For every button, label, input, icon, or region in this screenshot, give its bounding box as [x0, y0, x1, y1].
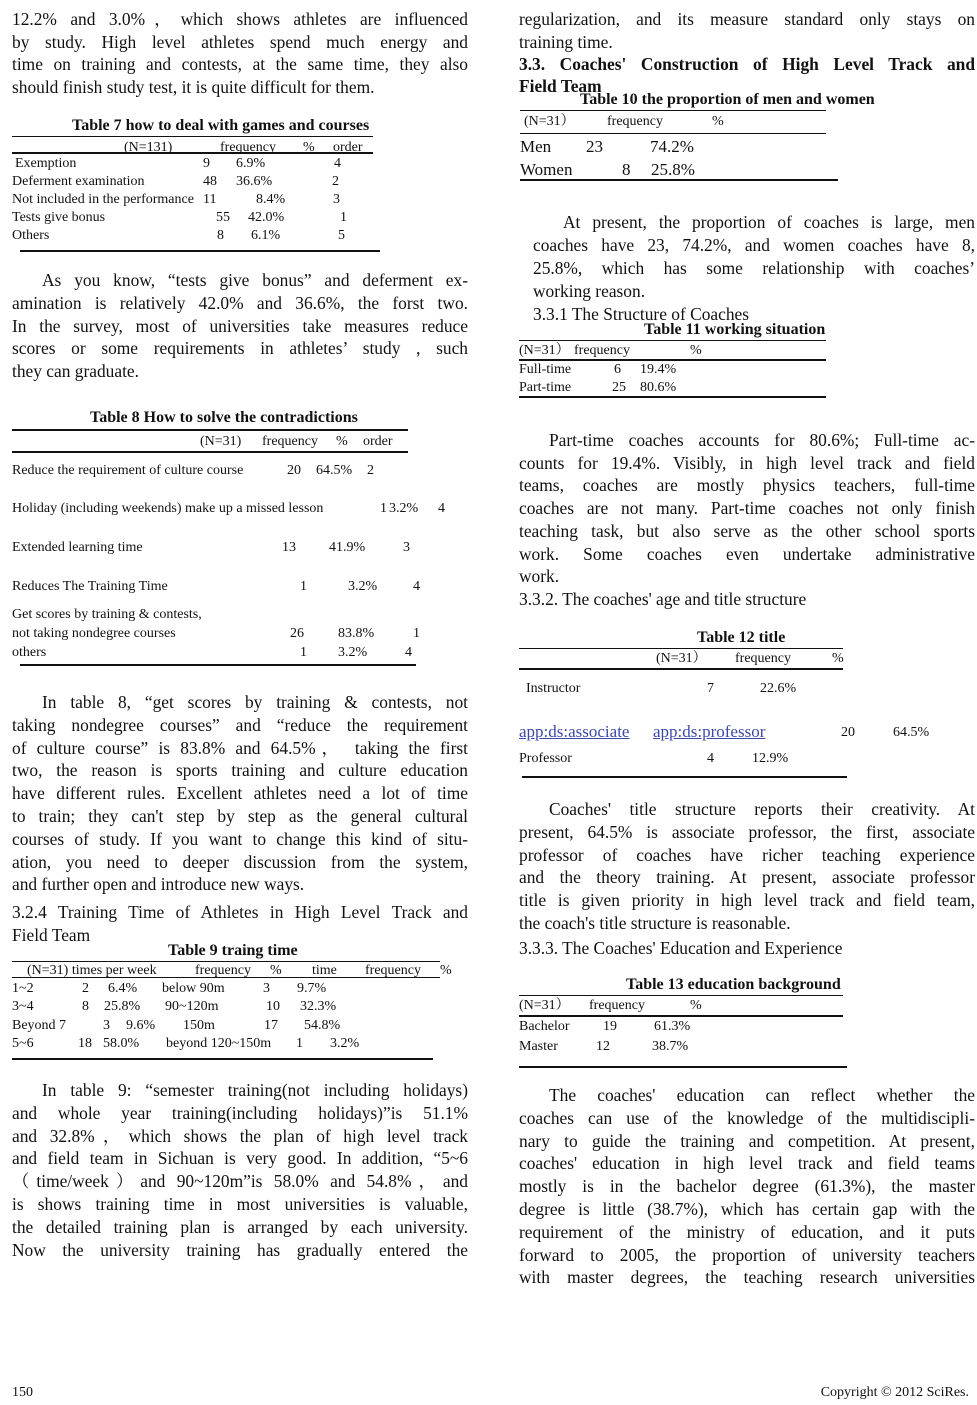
- t9-cell: 2: [82, 981, 89, 996]
- t9-cell: 1: [296, 1036, 303, 1051]
- t7-cell: 6.1%: [251, 228, 281, 243]
- t8-cell: Holiday (including weekends) make up a missed lesson: [12, 501, 324, 516]
- table-rule: [12, 961, 440, 962]
- paragraph-line: to train; they can't step by step as the general cultural: [12, 806, 468, 826]
- t10-header-cell: (N=31）: [524, 114, 575, 129]
- t12-link-cell[interactable]: app:ds:associate: [519, 722, 630, 741]
- t9-header-cell: frequency: [365, 963, 421, 978]
- t11-cell: Full-time: [519, 362, 572, 377]
- t8-cell: others: [12, 645, 47, 660]
- t7-cell: 9: [203, 156, 210, 171]
- table-rule: [20, 664, 416, 666]
- paragraph-line: Field Team: [519, 75, 602, 96]
- table-rule: [519, 648, 843, 649]
- t7-cell: 5: [338, 228, 345, 243]
- t7-cell: 11: [203, 192, 217, 207]
- paragraph-line: amination is relatively 42.0% and 36.6%, the forst two.: [12, 292, 468, 313]
- t9-cell: 90~120m: [165, 999, 219, 1014]
- t11-header-cell: (N=31）: [519, 343, 570, 358]
- paragraph-line: 3.3.1 The Structure of Coaches: [533, 304, 750, 324]
- t7-cell: 8: [217, 228, 224, 243]
- t12-cell: Instructor: [526, 681, 581, 696]
- paragraph-line: 25.8%, which has some relationship with coaches’: [533, 258, 975, 278]
- paragraph-line: present, 64.5% is associate professor, the first, associate: [519, 821, 975, 842]
- table-rule: [12, 152, 373, 154]
- t7-cell: 1: [340, 210, 347, 225]
- table-rule: [12, 1058, 433, 1060]
- paragraph-line: requirement of the ministry of education, and it puts: [519, 1221, 975, 1242]
- t8-cell: Get scores by training & contests,: [12, 607, 202, 622]
- paragraph-line: nary to guide the training and competition. At present,: [519, 1130, 975, 1151]
- t9-cell: 150m: [183, 1018, 215, 1033]
- t12-cell: Professor: [519, 751, 572, 766]
- t9-header-cell: %: [440, 963, 452, 978]
- paragraph-line: and further open and introduce new ways.: [12, 874, 305, 895]
- t8-cell: 64.5%: [316, 463, 353, 478]
- t9-cell: 10: [266, 999, 280, 1014]
- t8-cell: 20: [287, 463, 301, 478]
- t9-cell: 32.3%: [300, 999, 337, 1014]
- t10-cell: Men: [520, 137, 552, 156]
- t9-cell: 3.2%: [330, 1036, 360, 1051]
- t8-title: Table 8 How to solve the contradictions: [90, 409, 358, 426]
- paragraph-line: ation, you need to deeper discussion from the system,: [12, 851, 468, 872]
- t9-cell: 5~6: [12, 1036, 34, 1051]
- t13-cell: 38.7%: [652, 1039, 689, 1054]
- table-rule: [519, 359, 826, 361]
- paragraph-line: working reason.: [533, 281, 646, 301]
- t8-cell: 1: [300, 645, 307, 660]
- copyright: Copyright © 2012 SciRes.: [820, 1385, 969, 1400]
- paragraph-line: In table 9: “semester training(not including holidays): [42, 1080, 468, 1100]
- paragraph-line: with master degrees, the teaching research universities: [519, 1267, 975, 1288]
- paragraph-line: work.: [519, 566, 560, 587]
- t9-cell: 6.4%: [108, 981, 138, 996]
- paragraph-line: coaches' education in high level track and field teams: [519, 1153, 975, 1174]
- paragraph-line: and 32.8%，which shows the plan of high level track: [12, 1125, 468, 1146]
- paragraph-line: courses of study. If you want to change this kind of situ-: [12, 828, 468, 849]
- t8-cell: 26: [290, 626, 304, 641]
- t12-cell: 4: [707, 751, 714, 766]
- page-number: 150: [12, 1385, 33, 1400]
- paragraph-line: title is given priority in high level track and field team,: [519, 890, 975, 911]
- t7-cell: 2: [332, 174, 339, 189]
- t8-cell: Extended learning time: [12, 540, 143, 555]
- paragraph-line: Field Team: [12, 924, 91, 945]
- t9-cell: 25.8%: [104, 999, 141, 1014]
- paragraph-line: counts for 19.4%. Visibly, in high level track and field: [519, 452, 975, 473]
- paragraph-line: and field team in Sichuan is very good. In addition, “5~6: [12, 1148, 468, 1169]
- t12-header-cell: frequency: [735, 651, 791, 666]
- paragraph-line: 3.3.3. The Coaches' Education and Experience: [519, 938, 843, 958]
- t13-header-cell: %: [690, 998, 702, 1013]
- t7-cell: Deferment examination: [12, 174, 145, 189]
- paragraph-line: coaches are not many. Part-time coaches not only finish: [519, 498, 975, 519]
- t13-cell: 61.3%: [654, 1019, 691, 1034]
- t9-cell: Beyond 7: [12, 1018, 67, 1033]
- paragraph-line: teams, coaches are mostly physics teachers, full-time: [519, 475, 975, 496]
- paragraph-line: have different rules. Excellent athletes need a lot of time: [12, 783, 468, 804]
- t12-link-cell[interactable]: app:ds:professor: [653, 722, 766, 741]
- paragraph-line: In table 8, “get scores by training & contests, not: [42, 692, 468, 712]
- t12-cell: 64.5%: [893, 725, 930, 740]
- t9-header-cell: %: [270, 963, 282, 978]
- t7-cell: Tests give bonus: [12, 210, 106, 225]
- paragraph-line: （time/week）and 90~120m”is 58.0% and 54.8%，and: [12, 1171, 468, 1192]
- t13-cell: Master: [519, 1039, 558, 1054]
- t8-cell: 1: [300, 579, 307, 594]
- table-rule: [12, 451, 408, 453]
- t8-header-cell: %: [336, 434, 348, 449]
- table-rule: [20, 250, 380, 252]
- paragraph-line: is shows training time in most universities is valuable,: [12, 1194, 468, 1214]
- t9-cell: below 90m: [162, 981, 225, 996]
- t8-cell: 3.2%: [338, 645, 368, 660]
- table-rule: [519, 1066, 847, 1068]
- table-rule: [520, 133, 826, 134]
- t11-header-cell: frequency: [574, 343, 630, 358]
- t8-cell: 1: [413, 626, 420, 641]
- t12-header-cell: (N=31）: [656, 651, 707, 666]
- t9-cell: 9.7%: [297, 981, 327, 996]
- t9-cell: 8: [82, 999, 89, 1014]
- paragraph-line: and the theory training. At present, associate professor: [519, 867, 975, 888]
- t13-title: Table 13 education background: [626, 976, 841, 993]
- t9-cell: beyond 120~150m: [166, 1036, 272, 1051]
- paragraph-line: two, the reason is sports training and culture education: [12, 760, 468, 781]
- paragraph-line: coaches have 23, 74.2%, and women coaches have 8,: [533, 235, 975, 255]
- paragraph-line: forward to 2005, the proportion of university teachers: [519, 1244, 975, 1265]
- paragraph-line: teaching task, but also serve as the other school sports: [519, 520, 975, 541]
- paragraph-line: time on training and contests, at the same time, they also: [12, 54, 468, 75]
- t8-cell: 3: [403, 540, 410, 555]
- paragraph-line: work. Some coaches even undertake administrative: [519, 543, 975, 564]
- paragraph-line: regularization, and its measure standard only stays on: [519, 9, 975, 29]
- t7-header-cell: order: [333, 140, 363, 155]
- t9-header-cell: time: [312, 963, 337, 978]
- table-rule: [522, 776, 847, 778]
- t11-cell: Part-time: [519, 380, 572, 395]
- t10-header-cell: %: [712, 114, 724, 129]
- t7-cell: Others: [12, 228, 50, 243]
- t9-cell: 54.8%: [304, 1018, 341, 1033]
- table-rule: [519, 995, 843, 996]
- t13-header-cell: frequency: [589, 998, 645, 1013]
- t8-header-cell: (N=31): [200, 434, 242, 449]
- t8-cell: 4: [405, 645, 412, 660]
- t8-cell: 41.9%: [329, 540, 366, 555]
- t9-cell: 58.0%: [103, 1036, 140, 1051]
- paragraph-line: At present, the proportion of coaches is large, men: [563, 212, 975, 232]
- t11-title: Table 11 working situation: [644, 321, 826, 338]
- t9-cell: 3: [263, 981, 270, 996]
- paragraph-line: scores or some requirements in athletes’ study , such: [12, 338, 468, 359]
- t9-cell: 1~2: [12, 981, 34, 996]
- t7-header-cell: frequency: [220, 140, 276, 155]
- t7-cell: 55: [216, 210, 230, 225]
- paragraph-line: Now the university training has gradually entered the: [12, 1239, 468, 1260]
- t8-cell: 83.8%: [338, 626, 375, 641]
- t9-header-cell: frequency: [195, 963, 251, 978]
- t7-cell: 6.9%: [236, 156, 266, 171]
- table-rule: [12, 429, 408, 431]
- t8-cell: 3.2%: [389, 501, 419, 516]
- t10-cell: Women: [520, 160, 573, 179]
- table-rule: [520, 110, 826, 111]
- t7-cell: 42.0%: [248, 210, 285, 225]
- t7-cell: Exemption: [15, 156, 77, 171]
- paragraph-line: coaches can use of the knowledge of the multidiscipli-: [519, 1107, 975, 1128]
- t10-title: Table 10 the proportion of men and women: [580, 91, 875, 108]
- t7-cell: 3: [333, 192, 340, 207]
- t8-cell: not taking nondegree courses: [12, 626, 176, 641]
- paragraph-line: by study. High level athletes spend much energy and: [12, 31, 468, 52]
- t9-cell: 3~4: [12, 999, 34, 1014]
- t10-cell: 8: [622, 160, 631, 179]
- t8-cell: Reduces The Training Time: [12, 579, 168, 594]
- t8-cell: 1: [380, 501, 387, 516]
- paragraph-line: and whole year training(including holidays)”is 51.1%: [12, 1102, 468, 1123]
- t13-cell: 12: [596, 1039, 610, 1054]
- paragraph-line: taking nondegree courses” and “reduce the requirement: [12, 714, 468, 735]
- t7-cell: 36.6%: [236, 174, 273, 189]
- t10-header-cell: frequency: [607, 114, 663, 129]
- t11-cell: 25: [612, 380, 626, 395]
- t8-cell: 4: [438, 501, 445, 516]
- paragraph-line: 3.3. Coaches' Construction of High Level Track and: [519, 54, 975, 74]
- t12-cell: 20: [841, 725, 855, 740]
- t9-cell: 9.6%: [126, 1018, 156, 1033]
- t7-title: Table 7 how to deal with games and courses: [72, 117, 370, 134]
- t7-cell: 48: [203, 174, 217, 189]
- t12-cell: 22.6%: [760, 681, 797, 696]
- table-rule: [519, 396, 826, 398]
- t9-title: Table 9 traing time: [168, 942, 298, 959]
- t11-cell: 19.4%: [640, 362, 677, 377]
- paragraph-line: of culture course” is 83.8% and 64.5%， taking the first: [12, 737, 468, 758]
- paragraph-line: training time.: [519, 31, 613, 52]
- t8-header-cell: order: [363, 434, 393, 449]
- t11-cell: 6: [614, 362, 621, 377]
- paragraph-line: 3.3.2. The coaches' age and title structure: [519, 589, 807, 609]
- table-rule: [519, 668, 843, 670]
- paragraph-line: 3.2.4 Training Time of Athletes in High Level Track and: [12, 902, 468, 922]
- t9-cell: 3: [103, 1018, 110, 1033]
- paragraph-line: the coach's title structure is reasonable.: [519, 913, 791, 933]
- t13-header-cell: (N=31）: [519, 998, 570, 1013]
- t7-header-cell: %: [303, 140, 315, 155]
- t13-cell: Bachelor: [519, 1019, 570, 1034]
- paragraph-line: The coaches' education can reflect whether the: [549, 1085, 975, 1105]
- table-rule: [12, 136, 373, 137]
- paragraph-line: Part-time coaches accounts for 80.6%; Full-time ac-: [549, 430, 975, 450]
- t7-header-cell: (N=131): [124, 140, 173, 155]
- t11-header-cell: %: [690, 343, 702, 358]
- t10-cell: 23: [586, 137, 603, 156]
- t8-cell: 3.2%: [348, 579, 378, 594]
- t9-header-cell: (N=31) times per week: [27, 963, 157, 978]
- t8-cell: 2: [367, 463, 374, 478]
- t7-cell: Not included in the performance: [12, 192, 194, 207]
- paragraph-line: degree is little (38.7%), which has certain gap with the: [519, 1199, 975, 1219]
- t9-cell: 17: [264, 1018, 278, 1033]
- t13-cell: 19: [603, 1019, 617, 1034]
- t8-cell: 4: [413, 579, 420, 594]
- t12-cell: 12.9%: [752, 751, 789, 766]
- paragraph-line: professor of coaches have richer teaching experience: [519, 844, 975, 865]
- t8-header-cell: frequency: [262, 434, 318, 449]
- t7-cell: 4: [334, 156, 341, 171]
- paragraph-line: they can graduate.: [12, 361, 139, 382]
- t8-cell: Reduce the requirement of culture course: [12, 463, 244, 478]
- table-rule: [519, 1015, 843, 1017]
- table-rule: [519, 340, 826, 341]
- paragraph-line: the detailed training plan is arranged by each university.: [12, 1216, 468, 1237]
- t12-cell: 7: [707, 681, 714, 696]
- paragraph-line: Coaches' title structure reports their creativity. At: [549, 799, 975, 819]
- paragraph-line: 12.2% and 3.0%，which shows athletes are influenced: [12, 9, 468, 29]
- t7-cell: 8.4%: [256, 192, 286, 207]
- t12-title: Table 12 title: [697, 629, 786, 646]
- t11-cell: 80.6%: [640, 380, 677, 395]
- paragraph-line: should finish study test, it is quite difficult for them.: [12, 77, 375, 98]
- t10-cell: 25.8%: [651, 160, 695, 179]
- t12-header-cell: %: [832, 651, 844, 666]
- paragraph-line: As you know, “tests give bonus” and deferment ex-: [42, 270, 468, 290]
- t10-cell: 74.2%: [650, 137, 694, 156]
- t9-cell: 18: [78, 1036, 92, 1051]
- paragraph-line: mostly is in the bachelor degree (61.3%), the master: [519, 1176, 975, 1197]
- t8-cell: 13: [282, 540, 296, 555]
- paragraph-line: In the survey, most of universities take measures reduce: [12, 315, 468, 336]
